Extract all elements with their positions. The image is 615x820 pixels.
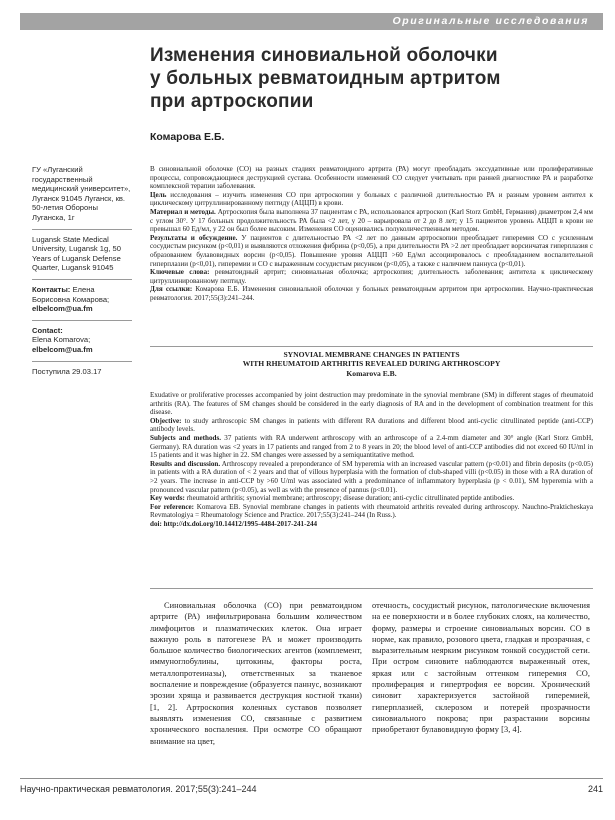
abstract-cite bbox=[150, 285, 593, 302]
body-column-left bbox=[150, 600, 362, 747]
body-paragraph-left: Синовиальная оболочка (СО) при ревматоидном артрите (РА) инфильтрирована большим количеством лимфоцитов и плазматических клеток. Она играет важную роль в патогенезе РА и может производить большое количество биологических агентов (комплемент, иммуноглобулины, цитокины, факторы роста, металлопротеиназы), ответственных за тканевое воспаление и повреждение (образуется паннус, возникают эрозии хряща и развивается деструкция костной ткани) [1, 2]. Артроскопия коленных суставов позволяет выявлять изменения СО, связанные с развитием хронического воспаления. При осмотре СО обращают внимание на цвет, bbox=[150, 601, 362, 746]
en-intro: Exudative or proliferative processes accompanied by joint destruction may predominate in the synovial membrane (SM) in different stages of rheumatoid arthritis (RA). The features of SM changes should be considered in the early diagnosis of RA and in the development of combination treatment for this disease. bbox=[150, 391, 593, 417]
keywords-label: Ключевые слова: bbox=[150, 268, 210, 277]
english-author: Komarova E.B. bbox=[346, 368, 397, 378]
abstract-ru bbox=[150, 165, 593, 303]
section-banner: Оригинальные исследования bbox=[20, 13, 603, 30]
en-methods bbox=[150, 434, 593, 460]
contact-name-en: Elena Komarova; bbox=[32, 335, 91, 345]
en-methods-text: 37 patients with RA underwent arthroscopy with an arthroscope of a 2.4-mm diameter and 30° angle (Karl Storz GmbH, Germany). RA duration was <2 years in 17 patients and ranged from 2 to 8 years in 20; the blood level of anti-CCP antibodies did not exceed 60 IU/ml in 15 patients and it was higher in 22. SM changes were assessed by a semiquantitative method. bbox=[150, 433, 593, 460]
title-line-1: Изменения синовиальной оболочки bbox=[150, 45, 498, 66]
abstract-divider bbox=[150, 346, 593, 347]
body-paragraph-right: отечность, сосудистый рисунок, патологические включения на ее поверхности и в более глубоких слоях, на количество, форму, размеры и строение синовиальных ворсин. СО в норме, как правило, розового цвета, гладкая и прозрачная, с выразительным неярким рисунком тонкой сосудистой сети. При остром синовите наблюдаются выраженный отек, яркая или с застойным оттенком гиперемия СО, пролиферация и гипертрофия ее ворсин. Хронический синовит характеризуется застойной гиперемией, гиперплазией, склерозом и потерей прозрачности синовиального покрова; при разрастании ворсины приобретают булавовидную форму [3, 4]. bbox=[372, 601, 590, 735]
en-reference bbox=[150, 503, 593, 520]
contact-en bbox=[32, 326, 132, 355]
en-keywords bbox=[150, 494, 593, 503]
title-line-3: при артроскопии bbox=[150, 91, 314, 112]
contacts-ru bbox=[32, 285, 132, 314]
footer-journal: Научно-практическая ревматология. 2017;55(3):241–244 bbox=[20, 784, 257, 794]
contacts-label-ru: Контакты: bbox=[32, 284, 71, 294]
abstract-methods bbox=[150, 208, 593, 234]
contacts-email-ru[interactable]: elbelcom@ua.fm bbox=[32, 304, 93, 314]
affiliation-ru: ГУ «Луганский государственный медицинский университет», Луганск 91045 Луганск, кв. 50-летия Обороны Луганска, 1г bbox=[32, 165, 131, 222]
en-results bbox=[150, 460, 593, 494]
title-line-2: у больных ревматоидным артритом bbox=[150, 68, 501, 89]
en-methods-label: Subjects and methods. bbox=[150, 433, 221, 442]
en-reference-text: Komarova EB. Synovial membrane changes in patients with rheumatoid arthritis revealed during arthroscopy. Nauchno-Prakticheskaya Revmatologiya = Rheumatology Science and Practice. 2017;55(3):241–244 (In Russ.). bbox=[150, 502, 593, 520]
aim-label: Цель bbox=[150, 190, 167, 199]
english-title-line-1: SYNOVIAL MEMBRANE CHANGES IN PATIENTS bbox=[283, 350, 460, 359]
sidebar-divider bbox=[32, 361, 132, 362]
received-date: Поступила 29.03.17 bbox=[32, 366, 102, 376]
abstract-keywords bbox=[150, 268, 593, 285]
en-results-label: Results and discussion. bbox=[150, 459, 221, 468]
aim-text: исследования – изучить изменения СО при артроскопии у больных с различной длительностью РА и разным уровнем антител к циклическому цитруллинированному пептиду (АЦЦП) в крови. bbox=[150, 190, 593, 208]
contacts-name-ru: Елена Борисовна Комарова; bbox=[32, 284, 110, 304]
abstract-results bbox=[150, 234, 593, 268]
abstract-en bbox=[150, 391, 593, 529]
en-objective-label: Objective: bbox=[150, 416, 182, 425]
article-title bbox=[150, 44, 590, 113]
author-info-sidebar bbox=[32, 165, 132, 376]
sidebar-divider bbox=[32, 279, 132, 280]
en-reference-label: For reference: bbox=[150, 502, 195, 511]
footer-divider bbox=[20, 778, 603, 779]
english-title-line-2: WITH RHEUMATOID ARTHRITIS REVEALED DURING ARTHROSCOPY bbox=[242, 359, 501, 369]
affiliation-en: Lugansk State Medical University, Lugansk 1g, 50 Years of Lugansk Defense Quarter, Lugansk 91045 bbox=[32, 234, 121, 273]
doi-link[interactable]: doi: http://dx.doi.org/10.14412/1995-4484-2017-241-244 bbox=[150, 519, 318, 528]
sidebar-divider bbox=[32, 229, 132, 230]
cite-text: Комарова Е.Б. Изменения синовиальной оболочки у больных ревматоидным артритом при артроскопии. Научно-практическая ревматология. 2017;55(3):241–244. bbox=[150, 285, 594, 302]
methods-text: Артроскопия была выполнена 37 пациентам с РА, использовался артроскоп (Karl Storz GmbH, Германия) диаметром 2,4 мм с углом 30°. У 17 больных продолжительность РА была <2 лет, у 20 – варьировала от 2 до 8 лет; у 15 пациентов уровень АЦЦП в крови не превышал 60 Ед/мл, у 22 он был более высоким. Изменения СО оценивались полуколичественным методом. bbox=[150, 207, 593, 234]
en-keywords-text: rheumatoid arthritis; synovial membrane; arthroscopy; disease duration; anti-cyclic citrullinated peptide antibodies. bbox=[186, 494, 515, 503]
author-name: Комарова Е.Б. bbox=[150, 131, 225, 143]
en-keywords-label: Key words: bbox=[150, 494, 185, 503]
en-results-text: Arthroscopy revealed a preponderance of SM hyperemia with an increased vascular pattern (p<0.01) and fibrin deposits (p<0.05) in patients with a RA duration of < 2 years and that of villous hyperplasia with the formation of club-shaped villi (p<0.05) in those with a RA duration of >2 years. The increase in anti-CCP by >60 U/ml was associated with a predominance of inflammatory hyperplasia (p < 0.01), SM hyperemia with a pronounced vascular pattern (p<0.05), as well as with the presence of pannus (p<0.01). bbox=[150, 459, 593, 494]
contact-label-en: Contact: bbox=[32, 325, 63, 335]
page-number: 241 bbox=[587, 784, 603, 794]
results-text: У пациентов с длительностью РА <2 лет по данным артроскопии преобладает гиперемия СО с усиленным сосудистым рисунком (р<0,01) и выявляются отложения фибрина (р<0,05), а при длительности РА >2 лет преобладает ворсинчатая гиперплазия с образованием булавовидных ворсин (р<0,05). Повышение уровня АЦЦП >60 Ед/мл ассоциировалось с преобладанием воспалительной гиперплазии (р<0,01), гиперемии и СО с выраженным сосудистым рисунком (р<0,05), а также с наличием паннуса (р<0,01). bbox=[150, 233, 594, 268]
en-doi bbox=[150, 520, 593, 529]
methods-label: Материал и методы. bbox=[150, 207, 216, 216]
en-objective-text: to study arthroscopic SM changes in patients with different RA durations and different blood anti-cyclic citrullinated peptide (anti-CCP) antibody levels. bbox=[150, 416, 593, 434]
body-divider bbox=[150, 588, 593, 589]
keywords-text: ревматоидный артрит; синовиальная оболочка; артроскопия; длительность заболевания; антитела к циклическому цитруллинированному пептиду. bbox=[150, 268, 593, 285]
sidebar-divider bbox=[32, 320, 132, 321]
contact-email-en[interactable]: elbelcom@ua.fm bbox=[32, 344, 93, 354]
cite-label: Для ссылки: bbox=[150, 285, 193, 294]
results-label: Результаты и обсуждение. bbox=[150, 233, 238, 242]
body-column-right bbox=[372, 600, 590, 736]
en-objective bbox=[150, 417, 593, 434]
english-title-block bbox=[150, 350, 593, 378]
abstract-intro: В синовиальной оболочке (СО) на разных стадиях ревматоидного артрита (РА) могут преобладать экссудативные или пролиферативные процессы, сопровождающиеся деструкцией сустава. Особенности изменений СО следует учитывать при ранней диагностике РА и разработке комплексной терапии заболевания. bbox=[150, 165, 593, 191]
abstract-aim bbox=[150, 191, 593, 208]
